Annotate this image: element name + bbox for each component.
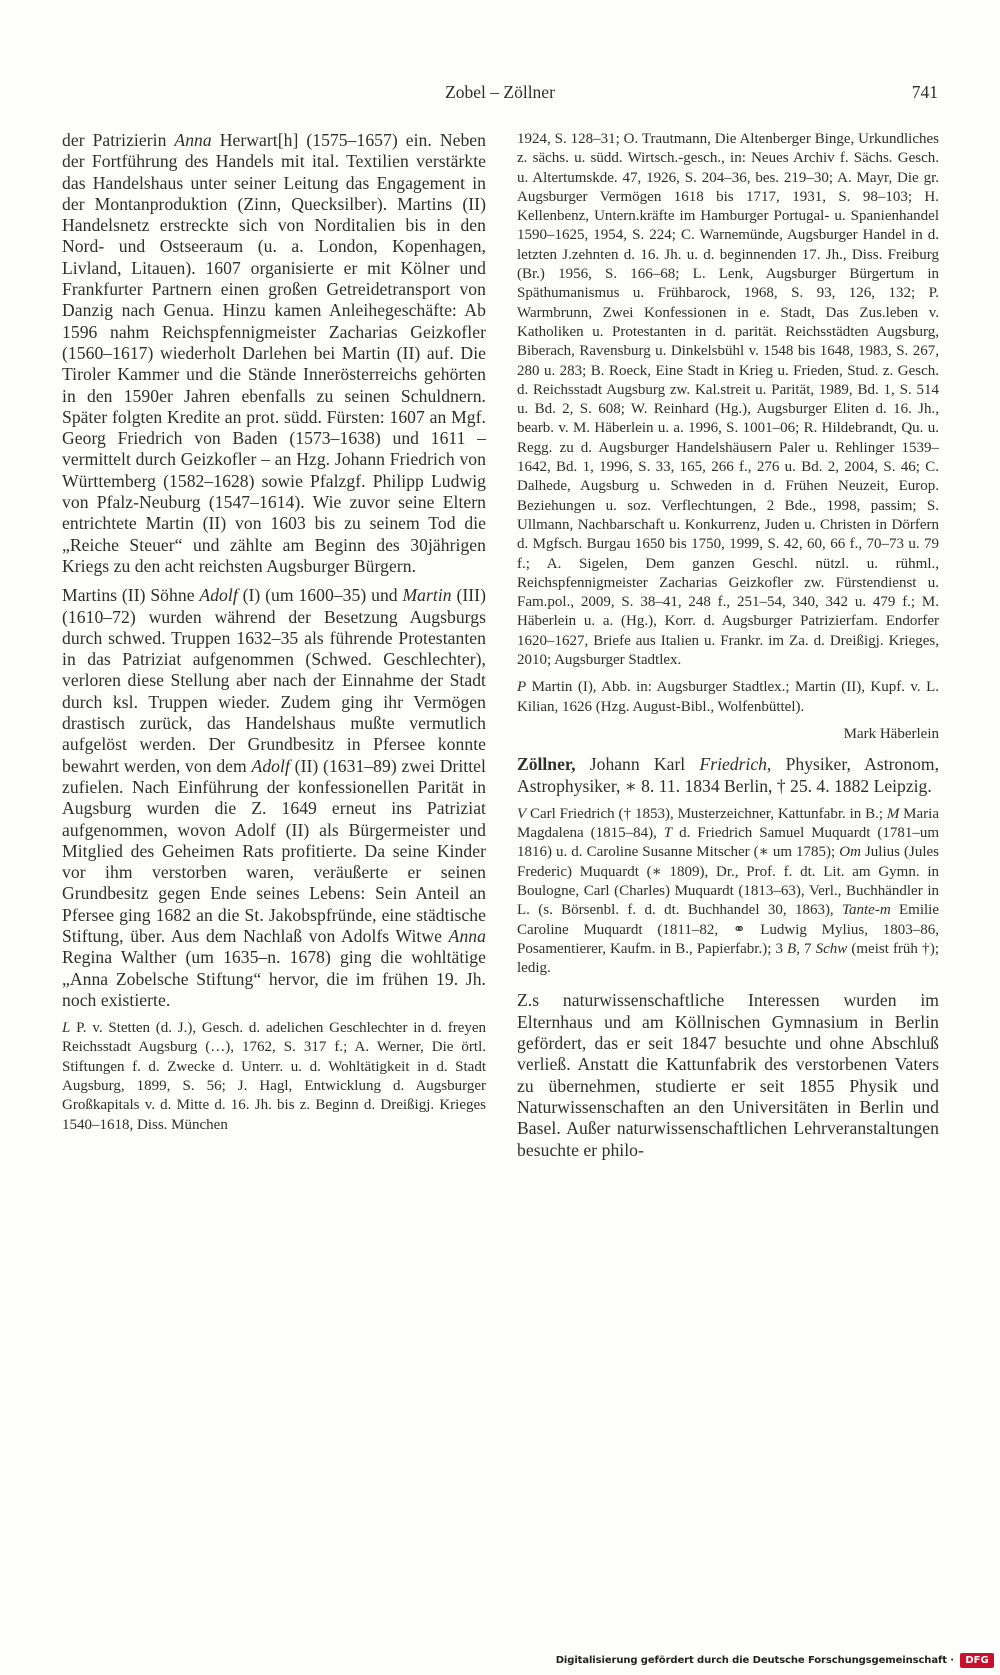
right-column: [517, 130, 939, 1169]
zoellner-body-text: Z.s naturwissenschaftliche Interessen wurden im Elternhaus und am Köllnischen Gymnasium in Berlin gefördert, das er seit 1847 besuchte und ohne Abschluß verließ. Anstatt die Kattunfabrik des verstorbenen Vaters zu übernehmen, studierte er seit 1855 Physik und Naturwissenschaften an den Universitäten in Berlin und Basel. Außer naturwissenschaftlichen Lehrveranstaltungen besuchte er philo-: [517, 990, 939, 1160]
zobel-literature-continued: 1924, S. 128–31; O. Trautmann, Die Altenberger Binge, Urkundliches z. sächs. u. südd. Wirtsch.-gesch., in: Neues Archiv f. Sächs. Gesch. u. Altertumskde. 47, 1926, S. 204–36, bes. 219–30; A. Mayr, Die gr. Augsburger Vermögen 1618 bis 1717, 1931, S. 98–103; H. Kellenbenz, Untern.kräfte im Hamburger Portugal- u. Spanienhandel 1590–1625, 1954, S. 224; C. Warnemünde, Augsburger Handel in d. letzten J.zehnten d. 16. Jh. u. d. beginnenden 17. Jh., Diss. Freiburg (Br.) 1956, S. 166–68; L. Lenk, Augsburger Bürgertum in Späthumanismus u. Frühbarock, 1968, S. 93, 126, 132; P. Warmbrunn, Zwei Konfessionen in e. Stadt, Das Zus.leben v. Katholiken u. Protestanten in d. parität. Reichsstädten Augsburg, Biberach, Ravensburg u. Dinkelsbühl v. 1548 bis 1648, 1983, S. 267, 280 u. 283; B. Roeck, Eine Stadt in Krieg u. Frieden, Stud. z. Gesch. d. Reichsstadt Augsburg zw. Kal.streit u. Parität, 1989, Bd. 1, S. 514 u. Bd. 2, S. 608; W. Reinhard (Hg.), Augsburger Eliten d. 16. Jh., bearb. v. M. Häberlein u. a. 1996, S. 1001–06; R. Hildebrandt, Qu. u. Regg. zu d. Augsburger Handelshäusern Paler u. Rehlinger 1539–1642, Bd. 1, 1996, S. 33, 165, 266 f., 276 u. Bd. 2, 2004, S. 46; C. Dalhede, Augsburg u. Schweden in d. Frühen Neuzeit, Europ. Beziehungen u. soz. Verflechtungen, 2 Bde., 1998, passim; S. Ullmann, Nachbarschaft u. Konkurrenz, Juden u. Christen in Dörfern d. Mgfsch. Burgau 1650 bis 1750, 1999, S. 42, 60, 66 f., 70–73 u. 79 f.; A. Sigelen, Dem ganzen Geschl. nützl. u. rühml., Reichspfennigmeister Zacharias Geizkofler zw. Fürstendienst u. Fam.pol., 2009, S. 38–41, 248 f., 251–54, 340, 342 u. 479 f.; M. Häberlein u. a. (Hg.), Korr. d. Augsburger Patrizierfam. Endorfer 1620–1627, Briefe aus Italien u. Frankr. im Za. d. Dreißigj. Krieges, 2010; Augsburger Stadtlex.: [517, 131, 939, 669]
page-number: 741: [911, 82, 938, 102]
digitization-footer: [555, 1653, 1000, 1671]
zobel-literature: L P. v. Stetten (d. J.), Gesch. d. adelichen Geschlechter in d. freyen Reichsstadt Augsburg (…), 1762, S. 317 f.; A. Werner, Die örtl. Stiftungen f. d. Zwecke d. Unterr. u. d. Wohltätigkeit in d. Stadt Augsburg, 1899, S. 56; J. Hagl, Entwicklung d. Augsburger Großkapitals v. d. Mitte d. 16. Jh. bis z. Beginn d. Dreißigj. Krieges 1540–1618, Diss. München: [62, 1020, 486, 1133]
left-column: [62, 130, 486, 1143]
running-head: [60, 82, 940, 110]
zobel-paragraph-2: Martins (II) Söhne Adolf (I) (um 1600–35) und Martin (III) (1610–72) wurden während der Besetzung Augsburgs durch schwed. Truppen 1632–35 als führende Protestanten in das Patriziat aufgenommen (Schwed. Geschlechter), verloren diese Stellung aber nach der Einnahme der Stadt durch ksl. Truppen wieder. Zudem ging ihr Vermögen drastisch zurück, das Handelshaus mußte vermutlich aufgelöst werden. Der Grundbesitz in Pfersee konnte bewahrt werden, von dem Adolf (II) (1631–89) zwei Drittel zufielen. Nach Einführung der konfessionellen Parität in Augsburg wurden die Z. 1649 erneut ins Patriziat aufgenommen, wovon Adolf (II) als Bürgermeister und Mitglied des Geheimen Rats profitierte. Da seine Kinder vor ihm verstorben waren, veräußerte er seinen Grundbesitz gegen Ende seines Lebens: Sein Anteil an Pfersee ging 1682 an die St. Jakobspfründe, eine städtische Stiftung, über. Aus dem Nachlaß von Adolfs Witwe Anna Regina Walther (um 1635–n. 1678) ging die wohltätige „Anna Zobelsche Stiftung“ hervor, die im frühen 19. Jh. noch existierte.: [62, 585, 486, 1010]
dfg-logo: DFG: [960, 1653, 994, 1668]
zoellner-genealogy: V Carl Friedrich († 1853), Musterzeichner, Kattunfabr. in B.; M Maria Magdalena (1815–84), T d. Friedrich Samuel Muquardt (1781–um 1816) u. d. Caroline Susanne Mitscher (∗ um 1785); Om Julius (Jules Frederic) Muquardt (∗ 1809), Dr., Prof. f. dt. Lit. am Gymn. in Boulogne, Carl (Charles) Muquardt (1813–63), Verl., Buchhändler in L. (s. Börsenbl. f. d. dt. Buchhandel 30, 1863), Tante-m Emilie Caroline Muquardt (1811–82, ⚭ Ludwig Mylius, 1803–86, Posamentierer, Kaufm. in B., Papierfabr.); 3 B, 7 Schw (meist früh †); ledig.: [517, 805, 939, 977]
running-head-title: Zobel – Zöllner: [445, 82, 555, 102]
zoellner-entry-head: Zöllner, Johann Karl Friedrich, Physiker, Astronom, Astrophysiker, ∗ 8. 11. 1834 Berlin, † 25. 4. 1882 Leipzig.: [517, 754, 939, 796]
article-author: Mark Häberlein: [843, 725, 939, 742]
footer-text: Digitalisierung gefördert durch die Deutsche Forschungsgemeinschaft ·: [555, 1655, 954, 1666]
zobel-paragraph-1: der Patrizierin Anna Herwart[h] (1575–1657) ein. Neben der Fortführung des Handels mit ital. Textilien verstärkte das Handelshaus unter seiner Leitung das Engagement in der Montanproduktion (Zinn, Quecksilber). Martins (II) Handelsnetz erstreckte sich von Norditalien bis in den Nord- und Ostseeraum (u. a. London, Kopenhagen, Livland, Litauen). 1607 organisierte er mit Kölner und Frankfurter Partnern einen großen Getreidetransport von Danzig nach Genua. Hinzu kamen Anleihegeschäfte: Ab 1596 nahm Reichspfennigmeister Zacharias Geizkofler (1560–1617) wiederholt Darlehen bei Martin (II) auf. Die Tiroler Kammer und die Stände Innerösterreichs gehörten in den 1590er Jahren ebenfalls zu seinen Schuldnern. Später folgten Kredite an prot. südd. Fürsten: 1607 an Mgf. Georg Friedrich von Baden (1573–1638) und 1611 – vermittelt durch Geizkofler – an Hzg. Johann Friedrich von Württemberg (1582–1628) sowie Pfalzgf. Philipp Ludwig von Pfalz-Neuburg (1547–1614). Wie zuvor seine Eltern entrichtete Martin (II) von 1603 bis zu seinem Tod die „Reiche Steuer“ und zählte am Beginn des 30jährigen Kriegs zu den acht reichsten Augsburger Bürgern.: [62, 130, 486, 576]
zobel-portraits: P Martin (I), Abb. in: Augsburger Stadtlex.; Martin (II), Kupf. v. L. Kilian, 1626 (Hzg. August-Bibl., Wolfenbüttel).: [517, 679, 939, 715]
